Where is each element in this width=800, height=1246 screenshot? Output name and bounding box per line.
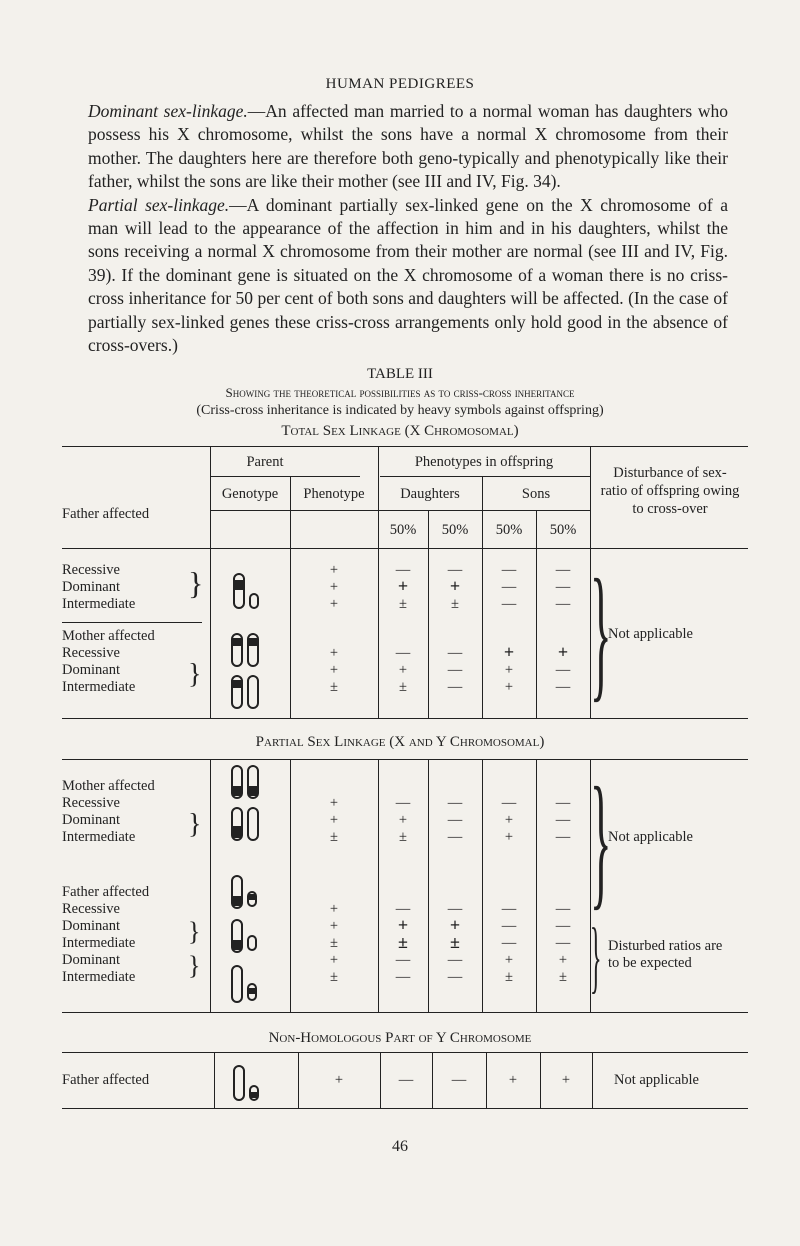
page-number: 46 xyxy=(392,1138,408,1155)
cell-heavy: + xyxy=(449,576,461,596)
cell: — xyxy=(555,662,571,678)
cell: — xyxy=(447,795,463,811)
cell: ± xyxy=(399,596,407,612)
cell: — xyxy=(501,596,517,612)
cell: + xyxy=(504,662,514,678)
cell: ± xyxy=(399,679,407,695)
cell: + xyxy=(329,901,339,917)
cell: — xyxy=(501,562,517,578)
cell-heavy: + xyxy=(503,642,515,662)
cell: + xyxy=(329,579,339,595)
row-label: Intermediate xyxy=(62,969,136,985)
chromosome-icon xyxy=(230,764,264,844)
cell-heavy: ± xyxy=(398,932,408,952)
cell: + xyxy=(329,795,339,811)
disturbance-value: Not applicable xyxy=(608,829,693,845)
cell: + xyxy=(504,829,514,845)
row-label: Recessive xyxy=(62,562,120,578)
cell: — xyxy=(447,952,463,968)
cell: ± xyxy=(399,829,407,845)
cell: ± xyxy=(559,969,567,985)
cell: — xyxy=(395,969,411,985)
cell: — xyxy=(395,562,411,578)
cell: — xyxy=(447,829,463,845)
cell: ± xyxy=(330,679,338,695)
cell: — xyxy=(447,901,463,917)
cell: + xyxy=(504,952,514,968)
header-genotype: Genotype xyxy=(221,486,279,502)
row-label: Intermediate xyxy=(62,596,136,612)
cell: + xyxy=(329,662,339,678)
cell: — xyxy=(501,901,517,917)
row-label: Intermediate xyxy=(62,829,136,845)
header-pct: 50% xyxy=(549,522,577,538)
cell: + xyxy=(398,662,408,678)
cell: + xyxy=(504,679,514,695)
cell: — xyxy=(501,795,517,811)
row-group-label: Mother affected xyxy=(62,778,155,794)
cell-heavy: + xyxy=(557,642,569,662)
table-note: (Criss-cross inheritance is indicated by heavy symbols against offspring) xyxy=(196,403,604,418)
row-group-label: Father affected xyxy=(62,1072,150,1088)
cell: — xyxy=(555,918,571,934)
cell: ± xyxy=(451,596,459,612)
cell: — xyxy=(555,596,571,612)
header-parent: Parent xyxy=(246,454,284,470)
cell: ± xyxy=(505,969,513,985)
cell: + xyxy=(334,1072,344,1088)
header-daughters: Daughters xyxy=(400,486,460,502)
cell: ± xyxy=(330,969,338,985)
cell: — xyxy=(555,562,571,578)
cell-heavy: ± xyxy=(450,932,460,952)
paragraph-text: —An affected man married to a normal woman has daughters who possess his X chromosome, whilst the sons have a normal X chromosome from their mother. The daughters here are therefore both geno-typically and phenotypically like their father, whilst the sons are like their mother (see III and IV, Fig. 34). xyxy=(88,101,729,192)
row-label: Recessive xyxy=(62,901,120,917)
cell: — xyxy=(501,579,517,595)
cell: — xyxy=(555,829,571,845)
row-label: Intermediate xyxy=(62,679,136,695)
chromosome-icon xyxy=(230,632,264,712)
cell: — xyxy=(555,579,571,595)
header-pct: 50% xyxy=(441,522,469,538)
cell: ± xyxy=(330,935,338,951)
cell: + xyxy=(329,562,339,578)
header-phenotype: Phenotype xyxy=(303,486,365,502)
cell: — xyxy=(501,935,517,951)
header-pct: 50% xyxy=(389,522,417,538)
cell: — xyxy=(447,645,463,661)
cell: — xyxy=(555,812,571,828)
cell: + xyxy=(504,812,514,828)
row-group-label: Father affected xyxy=(62,506,150,522)
cell: + xyxy=(558,952,568,968)
row-label: Recessive xyxy=(62,795,120,811)
row-label: Dominant xyxy=(62,662,120,678)
cell-heavy: + xyxy=(397,576,409,596)
row-group-label: Father affected xyxy=(62,884,150,900)
table-number: TABLE III xyxy=(367,366,433,382)
cell: ± xyxy=(330,829,338,845)
table-caption: Showing the theoretical possibilities as to criss-cross inheritance xyxy=(225,385,575,400)
cell: — xyxy=(447,562,463,578)
cell: + xyxy=(508,1072,518,1088)
chromosome-icon xyxy=(232,572,266,612)
disturbance-value: Not applicable xyxy=(614,1072,699,1088)
paragraph-title: Partial sex-linkage. xyxy=(88,194,230,215)
cell: — xyxy=(398,1072,414,1088)
cell: — xyxy=(555,901,571,917)
header-pct: 50% xyxy=(495,522,523,538)
cell: — xyxy=(447,679,463,695)
cell: + xyxy=(329,812,339,828)
cell: — xyxy=(395,795,411,811)
criss-cross-table: Parent Phenotypes in offspring Genotype Phenotype Daughters Sons 50% 50% 50% 50% Disturbance of sex-ratio of offspring owing to cross-over Father affected Recessive Dominant Intermediate } + + + — + ± — + ± — — — — — — Mother affected Recessive Dominant Intermediate } + + ± — + ± — — — + + + + — — } Not applicable Partial Sex Linkage (X and Y Chromosomal) Mother affected Recessive Dominant Intermediate } + + ± — + ± — — — — + + — — — } Not applicable Father affected Recessive Dominant Intermediate Dominant Intermediate } } + + ± + ± — + ± — — — + ± — — — — — + ± — — — + ± } Disturbed ratios are to be expected Non-Homologous Part of Y Chromosome Father affected + — — + + Not applicable xyxy=(0,0,800,1246)
row-group-label: Mother affected xyxy=(62,628,155,644)
disturbance-value: Disturbed ratios are xyxy=(608,938,723,954)
chromosome-icon xyxy=(232,1064,262,1104)
cell: — xyxy=(447,969,463,985)
cell: — xyxy=(395,901,411,917)
cell: — xyxy=(395,952,411,968)
row-label: Dominant xyxy=(62,918,120,934)
row-label: Dominant xyxy=(62,579,120,595)
section-y: Non-Homologous Part of Y Chromosome xyxy=(268,1030,532,1046)
cell: + xyxy=(329,918,339,934)
cell: — xyxy=(447,662,463,678)
cell: — xyxy=(501,918,517,934)
cell: — xyxy=(555,795,571,811)
cell: + xyxy=(329,596,339,612)
row-label: Recessive xyxy=(62,645,120,661)
row-label: Intermediate xyxy=(62,935,136,951)
cell: — xyxy=(451,1072,467,1088)
paragraph-text: —A dominant partially sex-linked gene on the X chromosome of a man will lead to the appearance of the affection in him and in his daughters, whilst the sons receiving a normal X chromosome from their mother are normal (see III and IV, Fig. 39). If the dominant gene is situated on the X chromosome of a woman there is no criss-cross inheritance for 50 per cent of both sons and daughters will be affected. (In the case of partially sex-linked genes these criss-cross arrangements only hold good in the absence of cross-overs.) xyxy=(88,194,728,356)
cell: — xyxy=(447,812,463,828)
cell: + xyxy=(561,1072,571,1088)
disturbance-value: to be expected xyxy=(608,955,692,971)
cell: — xyxy=(395,645,411,661)
cell: — xyxy=(555,679,571,695)
row-label: Dominant xyxy=(62,812,120,828)
running-head: HUMAN PEDIGREES xyxy=(325,76,475,92)
row-label: Dominant xyxy=(62,952,120,968)
cell: — xyxy=(555,935,571,951)
header-sons: Sons xyxy=(521,486,551,502)
chromosome-icon xyxy=(230,874,264,1008)
cell-heavy: + xyxy=(449,915,461,935)
paragraph-title: Dominant sex-linkage. xyxy=(88,101,248,121)
cell: + xyxy=(329,645,339,661)
cell-heavy: + xyxy=(397,915,409,935)
header-phenotypes: Phenotypes in offspring xyxy=(414,454,554,470)
cell: + xyxy=(329,952,339,968)
header-disturbance: Disturbance of sex-ratio of offspring owing to cross-over xyxy=(600,465,740,517)
disturbance-value: Not applicable xyxy=(608,626,693,642)
section-total: Total Sex Linkage (X Chromosomal) xyxy=(281,423,519,439)
section-partial: Partial Sex Linkage (X and Y Chromosomal) xyxy=(255,734,545,750)
cell: + xyxy=(398,812,408,828)
